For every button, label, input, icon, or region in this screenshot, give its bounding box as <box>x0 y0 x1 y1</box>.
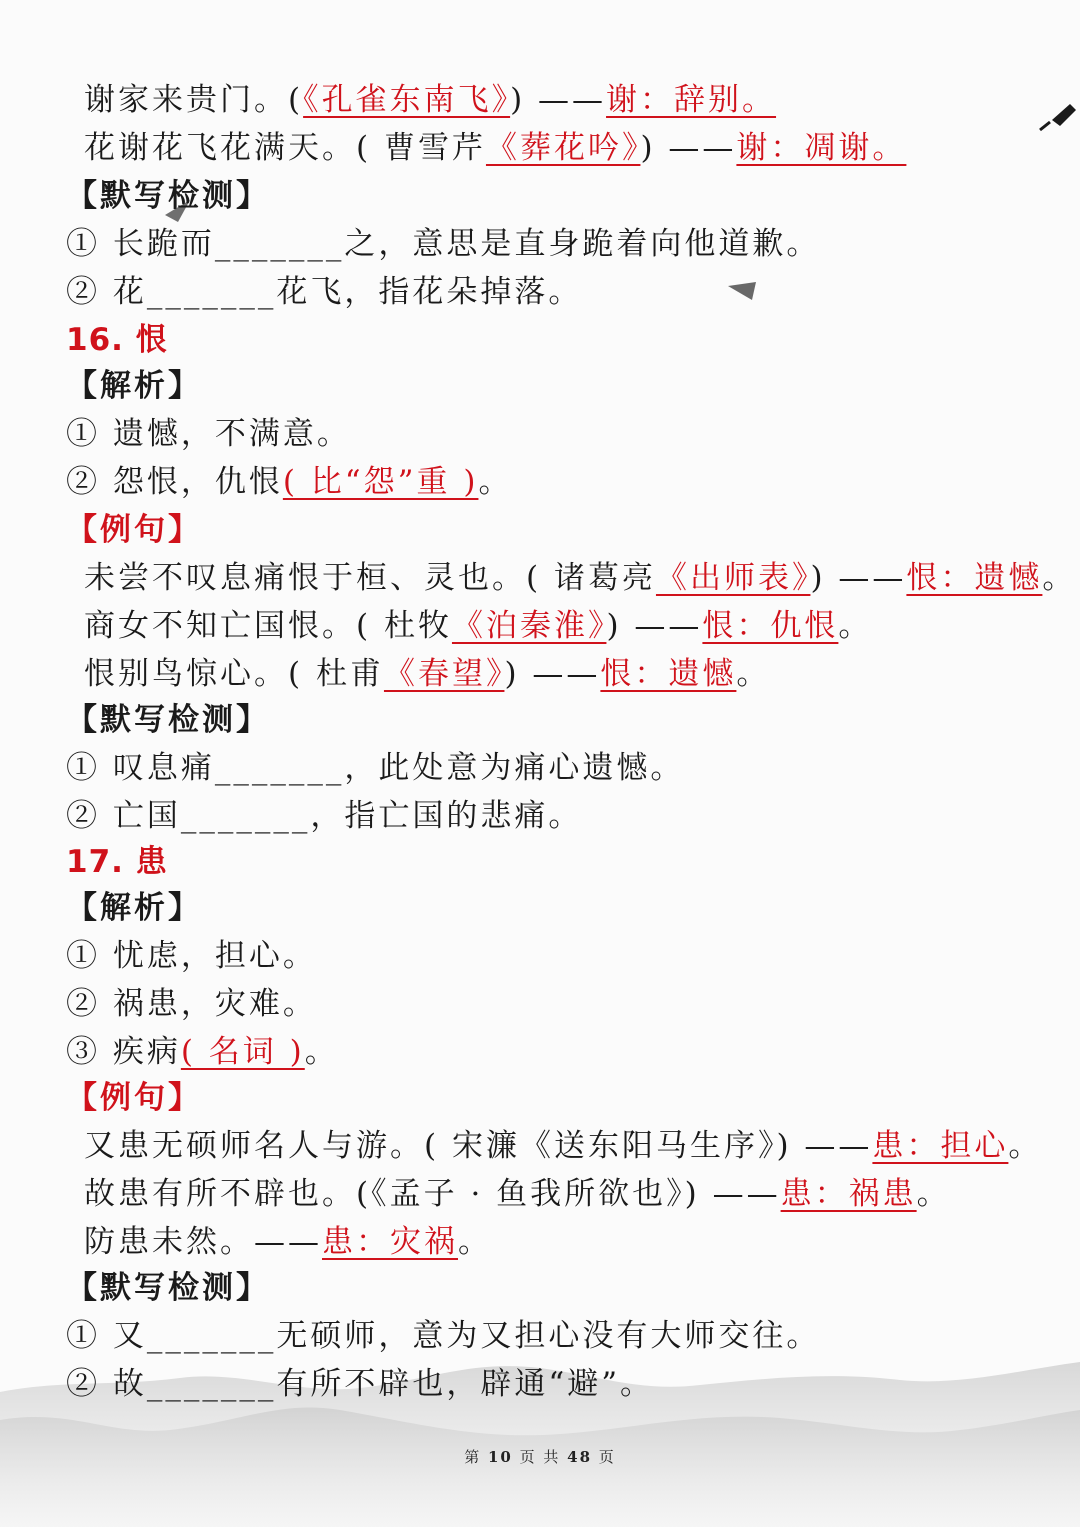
section-label-dictation: 【默写检测】 <box>66 702 270 738</box>
meaning-item <box>66 462 512 502</box>
example-sentence <box>84 1174 951 1214</box>
footer-text: 页 <box>592 1448 616 1466</box>
footer-text: 第 <box>464 1448 488 1466</box>
meaning-item: ① 忧虑，担心。 <box>66 938 317 974</box>
dash: ) —— <box>510 82 607 118</box>
explanation: 恨：遗憾 <box>600 656 737 692</box>
example-sentence <box>84 606 872 646</box>
punctuation: 。 <box>304 1034 339 1070</box>
punctuation: 。 <box>478 464 513 500</box>
meaning-note: ( 比“怨”重 ) <box>282 464 479 500</box>
dictation-item: ② 亡国_______，指亡国的悲痛。 <box>66 798 583 834</box>
sentence-text: 商女不知亡国恨。( 杜牧 <box>84 608 452 644</box>
explanation: 谢：凋谢。 <box>736 130 907 166</box>
source-title: 《出师表》 <box>655 560 811 596</box>
example-sentence <box>84 1222 492 1262</box>
meaning-note: ( 名词 ) <box>180 1034 305 1070</box>
entry-heading-17: 17. 患 <box>66 844 168 880</box>
punctuation: 。 <box>458 1224 492 1260</box>
meaning-item: ① 遗憾，不满意。 <box>66 416 351 452</box>
dictation-item: ① 长跪而_______之，意思是直身跪着向他道歉。 <box>66 226 821 262</box>
sentence-text: 恨别鸟惊心。( 杜甫 <box>84 656 384 692</box>
section-label-analysis: 【解析】 <box>66 890 202 926</box>
section-label-analysis: 【解析】 <box>66 368 202 404</box>
meaning-text: ③ 疾病 <box>66 1034 181 1070</box>
sentence-text: 故患有所不辟也。(《孟子 · 鱼我所欲也》) —— <box>84 1176 781 1212</box>
dash: ) —— <box>606 608 703 644</box>
section-label-dictation: 【默写检测】 <box>66 178 270 214</box>
punctuation: 。 <box>1008 1128 1043 1164</box>
total-pages: 48 <box>567 1448 593 1466</box>
explanation: 患：祸患 <box>780 1176 917 1212</box>
example-sentence <box>84 558 1076 598</box>
dictation-item: ② 故_______有所不辟也，辟通“避”。 <box>66 1366 655 1402</box>
example-sentence <box>84 1126 1042 1166</box>
sentence-text: 未尝不叹息痛恨于桓、灵也。( 诸葛亮 <box>84 560 656 596</box>
example-sentence-2 <box>84 128 906 168</box>
source-title: 《葬花吟》 <box>485 130 641 166</box>
dash: ) —— <box>640 130 737 166</box>
dictation-item: ① 叹息痛_______，此处意为痛心遗憾。 <box>66 750 685 786</box>
dash: ) —— <box>810 560 907 596</box>
explanation: 恨：遗憾 <box>906 560 1043 596</box>
section-label-examples: 【例句】 <box>66 512 202 548</box>
footer-text: 页 共 <box>512 1448 568 1466</box>
sentence-text: 花谢花飞花满天。( 曹雪芹 <box>84 130 486 166</box>
dictation-item: ① 又_______无硕师，意为又担心没有大师交往。 <box>66 1318 821 1354</box>
explanation: 患：灾祸 <box>322 1224 458 1260</box>
page-footer <box>0 1446 1080 1467</box>
example-sentence <box>84 654 770 694</box>
explanation: 谢：辞别。 <box>606 82 777 118</box>
explanation: 患：担心 <box>872 1128 1009 1164</box>
sentence-text: 又患无硕师名人与游。( 宋濂《送东阳马生序》) —— <box>84 1128 873 1164</box>
sentence-text: 防患未然。—— <box>84 1224 322 1260</box>
sentence-text: 谢家来贵门。( <box>84 82 304 118</box>
source-title: 《春望》 <box>383 656 505 692</box>
source-title: 《孔雀东南飞》 <box>303 82 511 118</box>
page-number: 10 <box>487 1448 513 1466</box>
punctuation: 。 <box>838 608 873 644</box>
example-sentence-1 <box>84 80 776 120</box>
source-title: 《泊秦淮》 <box>451 608 607 644</box>
meaning-text: ② 怨恨，仇恨 <box>66 464 283 500</box>
punctuation: 。 <box>916 1176 951 1212</box>
section-label-dictation: 【默写检测】 <box>66 1270 270 1306</box>
dash: ) —— <box>504 656 601 692</box>
explanation: 恨：仇恨 <box>702 608 839 644</box>
meaning-item: ② 祸患，灾难。 <box>66 986 317 1022</box>
punctuation: 。 <box>736 656 771 692</box>
dictation-item: ② 花_______花飞，指花朵掉落。 <box>66 274 583 310</box>
section-label-examples: 【例句】 <box>66 1080 202 1116</box>
punctuation: 。 <box>1042 560 1077 596</box>
entry-heading-16: 16. 恨 <box>66 322 168 358</box>
meaning-item <box>66 1032 339 1072</box>
